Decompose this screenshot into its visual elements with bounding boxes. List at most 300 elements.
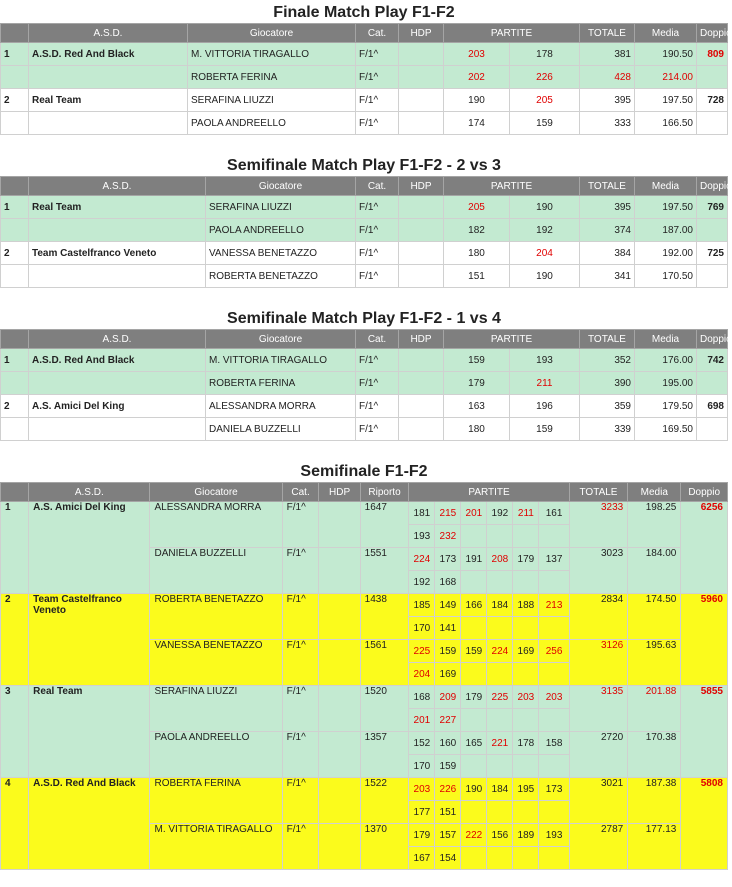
- game-score: 182: [444, 219, 510, 242]
- total-cell: 3126: [569, 640, 628, 686]
- doppio-cell: [697, 66, 728, 89]
- header-pos: [1, 177, 29, 196]
- header-cell: Giocatore: [206, 330, 356, 349]
- game-score: 196: [510, 395, 580, 418]
- category-cell: F/1^: [356, 43, 399, 66]
- header-pos: [1, 24, 29, 43]
- total-cell: 374: [580, 219, 635, 242]
- table-row: [1, 112, 728, 135]
- empty-score: [539, 847, 569, 870]
- doppio-cell: [697, 372, 728, 395]
- hdp-cell: [399, 372, 444, 395]
- game-score: 201: [461, 502, 487, 525]
- player-cell: SERAFINA LIUZZI: [150, 686, 282, 732]
- position-cell: 1: [1, 43, 29, 66]
- player-cell: ROBERTA BENETAZZO: [150, 594, 282, 640]
- doppio-cell: 742: [697, 349, 728, 372]
- team-cell: [29, 112, 188, 135]
- total-cell: 428: [580, 66, 635, 89]
- empty-score: [487, 571, 513, 594]
- team-cell: [29, 265, 206, 288]
- game-score: 188: [513, 594, 539, 617]
- hdp-cell: [319, 502, 360, 548]
- header-cell: TOTALE: [569, 483, 628, 502]
- game-score: 221: [487, 732, 513, 755]
- game-score: 158: [539, 732, 569, 755]
- table-row: [1, 89, 728, 112]
- game-score: 211: [510, 372, 580, 395]
- game-score: 205: [444, 196, 510, 219]
- game-score: 170: [409, 617, 435, 640]
- media-cell: 176.00: [635, 349, 697, 372]
- position-cell: 1: [1, 349, 29, 372]
- player-cell: VANESSA BENETAZZO: [150, 640, 282, 686]
- media-cell: 197.50: [635, 89, 697, 112]
- player-cell: ROBERTA BENETAZZO: [206, 265, 356, 288]
- media-cell: 169.50: [635, 418, 697, 441]
- game-score: 149: [435, 594, 461, 617]
- total-cell: 339: [580, 418, 635, 441]
- game-score: 192: [409, 571, 435, 594]
- category-cell: F/1^: [356, 395, 399, 418]
- section-title: Finale Match Play F1-F2: [273, 4, 455, 21]
- empty-score: [513, 709, 539, 732]
- header-cell: TOTALE: [580, 330, 635, 349]
- total-cell: 3135: [569, 686, 628, 732]
- empty-score: [487, 525, 513, 548]
- player-cell: ROBERTA FERINA: [206, 372, 356, 395]
- media-cell: 197.50: [635, 196, 697, 219]
- game-score: 204: [510, 242, 580, 265]
- game-score: 159: [444, 349, 510, 372]
- media-cell: 192.00: [635, 242, 697, 265]
- doppio-cell: 5960: [681, 594, 728, 686]
- media-cell: 184.00: [628, 548, 681, 594]
- game-score: 173: [539, 778, 569, 801]
- empty-score: [513, 755, 539, 778]
- game-score: 184: [487, 594, 513, 617]
- media-cell: 166.50: [635, 112, 697, 135]
- table-row: [1, 43, 728, 66]
- header-cell: TOTALE: [580, 177, 635, 196]
- header-cell: A.S.D.: [29, 177, 206, 196]
- hdp-cell: [319, 594, 360, 640]
- empty-score: [487, 847, 513, 870]
- game-score: 163: [444, 395, 510, 418]
- team-cell: [29, 418, 206, 441]
- header-pos: [1, 330, 29, 349]
- section-gap: [0, 441, 728, 459]
- doppio-cell: 725: [697, 242, 728, 265]
- game-score: 211: [513, 502, 539, 525]
- header-cell: Giocatore: [150, 483, 282, 502]
- hdp-cell: [319, 824, 360, 870]
- game-score: 256: [539, 640, 569, 663]
- doppio-cell: [697, 418, 728, 441]
- game-score: 178: [510, 43, 580, 66]
- team-cell: A.S.D. Red And Black: [29, 778, 150, 870]
- game-score: 209: [435, 686, 461, 709]
- position-cell: 3: [1, 686, 29, 778]
- hdp-cell: [399, 43, 444, 66]
- game-score: 154: [435, 847, 461, 870]
- media-cell: 187.00: [635, 219, 697, 242]
- total-cell: 2787: [569, 824, 628, 870]
- header-cell: Riporto: [360, 483, 409, 502]
- header-cell: Cat.: [282, 483, 319, 502]
- category-cell: F/1^: [282, 686, 319, 732]
- empty-score: [539, 801, 569, 824]
- riporto-cell: 1551: [360, 548, 409, 594]
- game-score: 179: [461, 686, 487, 709]
- hdp-cell: [399, 395, 444, 418]
- riporto-cell: 1370: [360, 824, 409, 870]
- header-cell: HDP: [399, 330, 444, 349]
- player-cell: PAOLA ANDREELLO: [188, 112, 356, 135]
- match-section: [0, 153, 732, 306]
- table-row: [1, 66, 728, 89]
- game-score: 151: [444, 265, 510, 288]
- table-row: [1, 778, 728, 801]
- hdp-cell: [319, 686, 360, 732]
- empty-score: [539, 755, 569, 778]
- player-cell: ROBERTA FERINA: [188, 66, 356, 89]
- header-cell: Doppio: [697, 177, 728, 196]
- game-score: 195: [513, 778, 539, 801]
- header-cell: Giocatore: [188, 24, 356, 43]
- header-cell: Doppio: [681, 483, 728, 502]
- header-cell: PARTITE: [409, 483, 569, 502]
- empty-score: [461, 801, 487, 824]
- team-cell: A.S. Amici Del King: [29, 502, 150, 594]
- game-score: 193: [510, 349, 580, 372]
- game-score: 180: [444, 242, 510, 265]
- game-score: 203: [409, 778, 435, 801]
- hdp-cell: [399, 349, 444, 372]
- game-score: 159: [510, 418, 580, 441]
- team-cell: A.S.D. Red And Black: [29, 349, 206, 372]
- table-row: [1, 502, 728, 525]
- category-cell: F/1^: [356, 418, 399, 441]
- game-score: 159: [435, 640, 461, 663]
- riporto-cell: 1520: [360, 686, 409, 732]
- category-cell: F/1^: [282, 548, 319, 594]
- game-score: 202: [444, 66, 510, 89]
- header-cell: A.S.D.: [29, 483, 150, 502]
- game-score: 222: [461, 824, 487, 847]
- empty-score: [487, 755, 513, 778]
- media-cell: 170.50: [635, 265, 697, 288]
- empty-score: [487, 663, 513, 686]
- media-cell: 201.88: [628, 686, 681, 732]
- game-score: 161: [539, 502, 569, 525]
- player-cell: DANIELA BUZZELLI: [150, 548, 282, 594]
- empty-score: [539, 571, 569, 594]
- game-score: 189: [513, 824, 539, 847]
- riporto-cell: 1522: [360, 778, 409, 824]
- doppio-cell: 698: [697, 395, 728, 418]
- category-cell: F/1^: [356, 196, 399, 219]
- game-score: 205: [510, 89, 580, 112]
- category-cell: F/1^: [356, 89, 399, 112]
- category-cell: F/1^: [356, 219, 399, 242]
- total-cell: 395: [580, 196, 635, 219]
- game-score: 184: [487, 778, 513, 801]
- empty-score: [539, 617, 569, 640]
- player-cell: PAOLA ANDREELLO: [150, 732, 282, 778]
- team-cell: A.S.D. Red And Black: [29, 43, 188, 66]
- player-cell: M. VITTORIA TIRAGALLO: [206, 349, 356, 372]
- doppio-cell: 6256: [681, 502, 728, 594]
- hdp-cell: [399, 196, 444, 219]
- section-title: Semifinale F1-F2: [300, 463, 428, 480]
- game-score: 225: [409, 640, 435, 663]
- hdp-cell: [399, 89, 444, 112]
- player-cell: ROBERTA FERINA: [150, 778, 282, 824]
- team-cell: Real Team: [29, 686, 150, 778]
- header-cell: HDP: [399, 24, 444, 43]
- table-row: [1, 242, 728, 265]
- game-score: 178: [513, 732, 539, 755]
- game-score: 190: [510, 265, 580, 288]
- game-score: 208: [487, 548, 513, 571]
- media-cell: 177.13: [628, 824, 681, 870]
- game-score: 177: [409, 801, 435, 824]
- game-score: 179: [409, 824, 435, 847]
- category-cell: F/1^: [282, 732, 319, 778]
- media-cell: 195.63: [628, 640, 681, 686]
- total-cell: 3233: [569, 502, 628, 548]
- doppio-cell: 5855: [681, 686, 728, 778]
- game-score: 152: [409, 732, 435, 755]
- category-cell: F/1^: [356, 112, 399, 135]
- media-cell: 190.50: [635, 43, 697, 66]
- position-cell: 1: [1, 502, 29, 594]
- table-row: [1, 196, 728, 219]
- position-cell: [1, 418, 29, 441]
- empty-score: [513, 617, 539, 640]
- team-cell: Team Castelfranco Veneto: [29, 242, 206, 265]
- category-cell: F/1^: [356, 242, 399, 265]
- total-cell: 333: [580, 112, 635, 135]
- hdp-cell: [399, 66, 444, 89]
- hdp-cell: [399, 418, 444, 441]
- game-score: 167: [409, 847, 435, 870]
- empty-score: [487, 617, 513, 640]
- header-cell: A.S.D.: [29, 330, 206, 349]
- empty-score: [539, 709, 569, 732]
- semifinal-section: [0, 459, 728, 870]
- category-cell: F/1^: [282, 778, 319, 824]
- team-cell: [29, 66, 188, 89]
- position-cell: 2: [1, 89, 29, 112]
- doppio-cell: [697, 112, 728, 135]
- game-score: 141: [435, 617, 461, 640]
- header-cell: HDP: [319, 483, 360, 502]
- hdp-cell: [399, 242, 444, 265]
- empty-score: [461, 755, 487, 778]
- game-score: 173: [435, 548, 461, 571]
- game-score: 174: [444, 112, 510, 135]
- header-cell: Doppio: [697, 330, 728, 349]
- header-row: [1, 24, 728, 43]
- player-cell: DANIELA BUZZELLI: [206, 418, 356, 441]
- semifinal-table: [0, 482, 728, 870]
- position-cell: [1, 66, 29, 89]
- riporto-cell: 1561: [360, 640, 409, 686]
- game-score: 159: [435, 755, 461, 778]
- position-cell: 2: [1, 594, 29, 686]
- total-cell: 395: [580, 89, 635, 112]
- match-section: [0, 306, 732, 459]
- game-score: 156: [487, 824, 513, 847]
- game-score: 192: [487, 502, 513, 525]
- game-score: 169: [435, 663, 461, 686]
- game-score: 179: [513, 548, 539, 571]
- game-score: 213: [539, 594, 569, 617]
- total-cell: 352: [580, 349, 635, 372]
- header-cell: Giocatore: [206, 177, 356, 196]
- header-cell: Media: [635, 177, 697, 196]
- player-cell: PAOLA ANDREELLO: [206, 219, 356, 242]
- player-cell: VANESSA BENETAZZO: [206, 242, 356, 265]
- game-score: 168: [409, 686, 435, 709]
- game-score: 190: [461, 778, 487, 801]
- media-cell: 174.50: [628, 594, 681, 640]
- header-cell: Media: [628, 483, 681, 502]
- empty-score: [487, 709, 513, 732]
- total-cell: 384: [580, 242, 635, 265]
- game-score: 159: [510, 112, 580, 135]
- total-cell: 381: [580, 43, 635, 66]
- doppio-cell: [697, 219, 728, 242]
- position-cell: 2: [1, 242, 29, 265]
- match-table: [0, 329, 732, 441]
- game-score: 193: [409, 525, 435, 548]
- hdp-cell: [319, 778, 360, 824]
- team-cell: Real Team: [29, 196, 206, 219]
- game-score: 179: [444, 372, 510, 395]
- player-cell: SERAFINA LIUZZI: [206, 196, 356, 219]
- game-score: 192: [510, 219, 580, 242]
- game-score: 181: [409, 502, 435, 525]
- category-cell: F/1^: [356, 349, 399, 372]
- game-score: 225: [487, 686, 513, 709]
- total-cell: 359: [580, 395, 635, 418]
- table-row: [1, 395, 728, 418]
- game-score: 185: [409, 594, 435, 617]
- game-score: 193: [539, 824, 569, 847]
- game-score: 224: [487, 640, 513, 663]
- header-row: [1, 177, 728, 196]
- total-cell: 390: [580, 372, 635, 395]
- game-score: 203: [539, 686, 569, 709]
- category-cell: F/1^: [282, 824, 319, 870]
- header-cell: Doppio: [697, 24, 728, 43]
- table-row: [1, 686, 728, 709]
- total-cell: 341: [580, 265, 635, 288]
- section-gap: [0, 288, 728, 306]
- game-score: 157: [435, 824, 461, 847]
- category-cell: F/1^: [282, 502, 319, 548]
- game-score: 151: [435, 801, 461, 824]
- empty-score: [461, 709, 487, 732]
- header-cell: PARTITE: [444, 330, 580, 349]
- doppio-cell: 809: [697, 43, 728, 66]
- header-cell: Cat.: [356, 330, 399, 349]
- header-row: [1, 330, 728, 349]
- empty-score: [539, 663, 569, 686]
- section-title: Semifinale Match Play F1-F2 - 1 vs 4: [227, 310, 501, 327]
- header-cell: PARTITE: [444, 24, 580, 43]
- total-cell: 2720: [569, 732, 628, 778]
- position-cell: 2: [1, 395, 29, 418]
- player-cell: ALESSANDRA MORRA: [206, 395, 356, 418]
- game-score: 203: [444, 43, 510, 66]
- game-score: 190: [510, 196, 580, 219]
- table-row: [1, 219, 728, 242]
- player-cell: SERAFINA LIUZZI: [188, 89, 356, 112]
- position-cell: [1, 372, 29, 395]
- total-cell: 3021: [569, 778, 628, 824]
- game-score: 160: [435, 732, 461, 755]
- game-score: 232: [435, 525, 461, 548]
- position-cell: 4: [1, 778, 29, 870]
- category-cell: F/1^: [356, 66, 399, 89]
- game-score: 191: [461, 548, 487, 571]
- riporto-cell: 1647: [360, 502, 409, 548]
- game-score: 168: [435, 571, 461, 594]
- empty-score: [513, 571, 539, 594]
- game-score: 137: [539, 548, 569, 571]
- table-row: [1, 265, 728, 288]
- header-cell: Media: [635, 330, 697, 349]
- hdp-cell: [319, 548, 360, 594]
- game-score: 180: [444, 418, 510, 441]
- header-cell: Cat.: [356, 177, 399, 196]
- game-score: 165: [461, 732, 487, 755]
- riporto-cell: 1357: [360, 732, 409, 778]
- media-cell: 214.00: [635, 66, 697, 89]
- empty-score: [513, 801, 539, 824]
- empty-score: [461, 617, 487, 640]
- game-score: 215: [435, 502, 461, 525]
- empty-score: [513, 525, 539, 548]
- match-table: [0, 176, 732, 288]
- header-cell: HDP: [399, 177, 444, 196]
- game-score: 166: [461, 594, 487, 617]
- game-score: 190: [444, 89, 510, 112]
- header-cell: TOTALE: [580, 24, 635, 43]
- media-cell: 170.38: [628, 732, 681, 778]
- category-cell: F/1^: [356, 372, 399, 395]
- total-cell: 2834: [569, 594, 628, 640]
- hdp-cell: [399, 265, 444, 288]
- hdp-cell: [319, 732, 360, 778]
- category-cell: F/1^: [356, 265, 399, 288]
- media-cell: 187.38: [628, 778, 681, 824]
- hdp-cell: [399, 219, 444, 242]
- position-cell: [1, 219, 29, 242]
- game-score: 227: [435, 709, 461, 732]
- table-row: [1, 349, 728, 372]
- empty-score: [513, 847, 539, 870]
- header-row: [1, 483, 728, 502]
- empty-score: [461, 525, 487, 548]
- empty-score: [513, 663, 539, 686]
- empty-score: [461, 847, 487, 870]
- media-cell: 179.50: [635, 395, 697, 418]
